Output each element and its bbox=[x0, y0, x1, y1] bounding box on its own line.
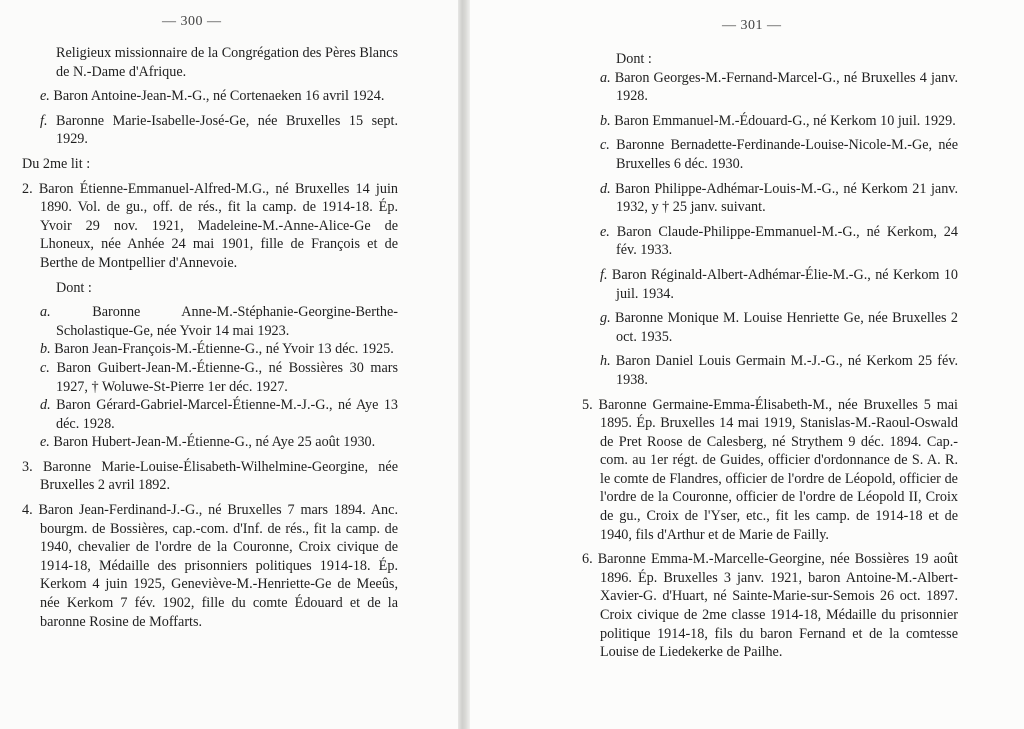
list-item: a. Baron Georges-M.-Fernand-Marcel-G., né Bruxelles 4 janv. 1928. bbox=[600, 69, 958, 105]
list-item: d. Baron Gérard-Gabriel-Marcel-Étienne-M.-J.-G., né Aye 13 déc. 1928. bbox=[40, 397, 399, 432]
list-item: a. Baronne Anne-M.-Stéphanie-Georgine-Berthe-Scholastique-Ge, née Yvoir 14 mai 1923. bbox=[40, 304, 399, 339]
book-gutter bbox=[458, 0, 470, 729]
page-number-left: — 300 — bbox=[162, 14, 222, 29]
page-number-right: — 301 — bbox=[722, 18, 782, 33]
list-item: c. Baron Guibert-Jean-M.-Étienne-G., né Bossières 30 mars 1927, † Woluwe-St-Pierre 1er déc. 1927. bbox=[40, 359, 398, 395]
section-heading: Du 2me lit : bbox=[22, 155, 91, 172]
list-item: h. Baron Daniel Louis Germain M.-J.-G., né Kerkom 25 fév. 1938. bbox=[600, 353, 958, 388]
right-page bbox=[470, 0, 1024, 729]
list-item: 4. Baron Jean-Ferdinand-J.-G., né Bruxelles 7 mars 1894. Anc. bourgm. de Bossières, cap.-com. d'Inf. de rés., fit la camp. de 1940, chevalier de l'ordre de la Couronne, Croix civique de 1914-18, Médaille des prisonniers politiques 1914-18. Ép. Kerkom 4 juin 1925, Geneviève-M.-Henriette-Ge de Meeûs, née Kerkom 7 fév. 1902, fille du comte Édouard et de la baronne Rosine de Moffarts. bbox=[22, 502, 398, 630]
list-item: e. Baron Hubert-Jean-M.-Étienne-G., né Aye 25 août 1930. bbox=[40, 434, 376, 451]
list-item: f. Baron Réginald-Albert-Adhémar-Élie-M.-G., né Kerkom 10 juil. 1934. bbox=[600, 266, 959, 302]
paragraph: Religieux missionnaire de la Congrégation des Pères Blancs de N.-Dame d'Afrique. bbox=[56, 45, 398, 80]
list-item: b. Baron Jean-François-M.-Étienne-G., né Yvoir 13 déc. 1925. bbox=[40, 341, 394, 358]
section-heading: Dont : bbox=[616, 51, 652, 67]
list-item: e. Baron Antoine-Jean-M.-G., né Cortenaeken 16 avril 1924. bbox=[40, 88, 385, 105]
left-page bbox=[0, 0, 458, 729]
right-page-text bbox=[582, 50, 958, 662]
list-item: f. Baronne Marie-Isabelle-José-Ge, née Bruxelles 15 sept. 1929. bbox=[40, 112, 398, 148]
list-item: 2. Baron Étienne-Emmanuel-Alfred-M.G., né Bruxelles 14 juin 1890. Vol. de gu., off. de rés., fit la camp. de 1914-18. Ép. Yvoir 29 nov. 1921, Madeleine-M.-Anne-Alice-Ge de Lhoneux, née Anhée 24 mai 1901, fille de François et de Berthe de Montpellier d'Annevoie. bbox=[22, 180, 398, 271]
list-item: 3. Baronne Marie-Louise-Élisabeth-Wilhelmine-Georgine, née Bruxelles 2 avril 1892. bbox=[22, 458, 398, 494]
list-item: b. Baron Emmanuel-M.-Édouard-G., né Kerkom 10 juil. 1929. bbox=[600, 112, 956, 129]
left-page-text bbox=[22, 44, 398, 631]
section-heading: Dont : bbox=[56, 279, 92, 296]
list-item: c. Baronne Bernadette-Ferdinande-Louise-Nicole-M.-Ge, née Bruxelles 6 déc. 1930. bbox=[600, 137, 959, 172]
list-item: 6. Baronne Emma-M.-Marcelle-Georgine, née Bossières 19 août 1896. Ép. Bruxelles 3 janv. 1921, baron Antoine-M.-Albert-Xavier-G. d'Huart, né Sainte-Marie-sur-Semois 26 oct. 1897. Croix civique de 2me classe 1914-18, Médaille du prisonnier politique 1914-18, fils du baron Fernand et de la comtesse Louise de Liedekerke de Pailhe. bbox=[582, 551, 958, 661]
list-item: 5. Baronne Germaine-Emma-Élisabeth-M., née Bruxelles 5 mai 1895. Ép. Bruxelles 14 mai 1919, Stanislas-M.-Raoul-Oswald de Pret Roose de Calesberg, né Strythem 9 déc. 1894. Cap.-com. au 1er régt. de Guides, officier d'ordonnance de S. A. R. le comte de Flandres, officier de l'ordre de Léopold, officier de l'ordre de la Couronne, officier de l'ordre de Léopold II, Croix de gu., Croix de l'Yser, etc., fit les camp. de 1914-18 et de 1940, fils d'Arthur et de Marie de Failly. bbox=[582, 396, 959, 543]
list-item: e. Baron Claude-Philippe-Emmanuel-M.-G., né Kerkom, 24 fév. 1933. bbox=[600, 223, 958, 259]
list-item: g. Baronne Monique M. Louise Henriette Ge, née Bruxelles 2 oct. 1935. bbox=[600, 310, 959, 345]
list-item: d. Baron Philippe-Adhémar-Louis-M.-G., né Kerkom 21 janv. 1932, y † 25 janv. suivant. bbox=[600, 180, 959, 216]
